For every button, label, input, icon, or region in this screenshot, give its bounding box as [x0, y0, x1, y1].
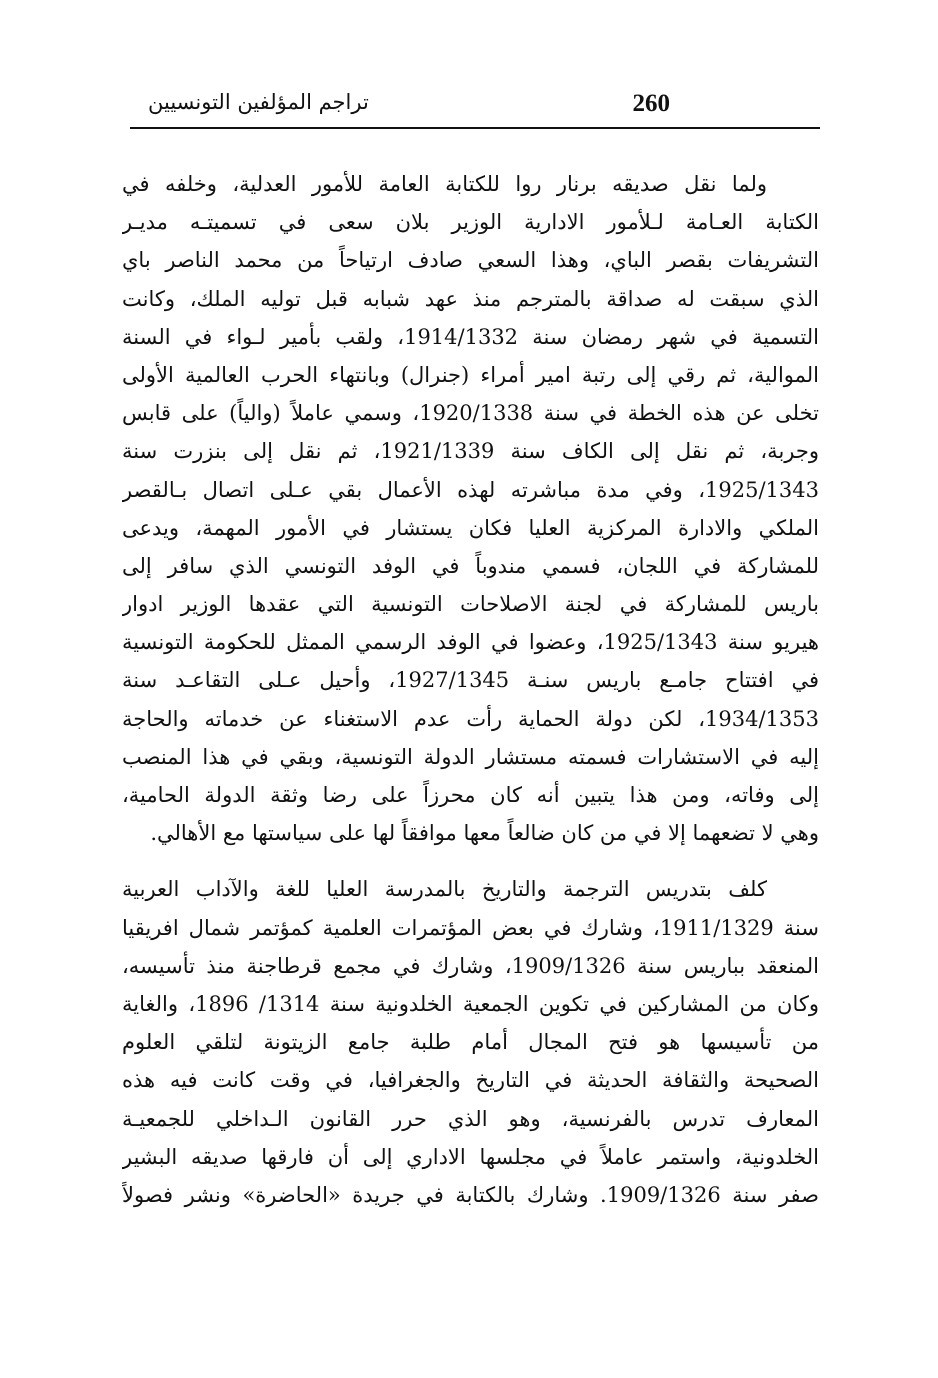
text-line: إليه في الاستشارات فسمته مستشار الدولة التونسية، وبقي في هذا المنصب: [122, 744, 819, 769]
paragraph-2: [122, 870, 819, 1214]
text-line: في افتتاح جامـع باريس سنـة 1927/1345، وأحيل عـلى التقاعـد سنة: [122, 668, 819, 693]
text-line: صفر سنة 1909/1326. وشارك بالكتابة في جريدة «الحاضرة» ونشر فصولاً: [122, 1182, 819, 1207]
text-line: من تأسيسها هو فتح المجال أمام طلبة جامع الزيتونة لتلقي العلوم: [122, 1030, 819, 1055]
text-line: للمشاركة في اللجان، فسمي مندوباً في الوفد التونسي الذي سافر إلى: [122, 553, 819, 578]
page-header: [130, 84, 820, 124]
text-line: المنعقد بباريس سنة 1909/1326، وشارك في مجمع قرطاجنة منذ تأسيسه،: [122, 953, 819, 978]
text-line: وهي لا تضعهما إلا في من كان ضالعاً معها موافقاً لها على سياستها مع الأهالي.: [150, 821, 819, 846]
text-line: 1925/1343، وفي مدة مباشرته لهذه الأعمال بقي عـلى اتصال بـالقصر: [122, 477, 819, 502]
text-line: تخلى عن هذه الخطة في سنة 1920/1338، وسمي عاملاً (والياً) على قابس: [122, 401, 819, 426]
text-line: إلى وفاته، ومن هذا يتبين أنه كان محرزاً على رضا وثقة الدولة الحامية،: [122, 783, 819, 807]
text-line: الكتابة العـامة لـلأمور الادارية الوزير بلان سعى في تسميتـه مديـر: [122, 210, 819, 235]
page-number: 260: [632, 90, 670, 117]
text-line: الذي سبقت له صداقة بالمترجم منذ عهد شبابه قبل توليه الملك، وكانت: [122, 286, 819, 311]
text-line: هيريو سنة 1925/1343، وعضوا في الوفد الرسمي الممثل للحكومة التونسية: [122, 630, 819, 655]
text-line: باريس للمشاركة في لجنة الاصلاحات التونسية التي عقدها الوزير ادوار: [122, 592, 819, 617]
text-line: الموالية، ثم رقي إلى رتبة امير أمراء (جنرال) وبانتهاء الحرب العالمية الأولى: [122, 362, 819, 387]
text-line: التشريفات بقصر الباي، وهذا السعي صادف ارتياحاً من محمد الناصر باي: [122, 248, 819, 273]
running-title: تراجم المؤلفين التونسيين: [148, 90, 369, 114]
text-line: الملكي والادارة المركزية العليا فكان يستشار في الأمور المهمة، ويدعى: [122, 515, 819, 540]
text-line: الصحيحة والثقافة الحديثة في التاريخ والجغرافيا، في وقت كانت فيه هذه: [122, 1068, 819, 1093]
text-line: الخلدونية، واستمر عاملاً في مجلسها الاداري إلى أن فارقها صديقه البشير: [122, 1144, 819, 1169]
text-line: المعارف تدرس بالفرنسية، وهو الذي حرر القانون الـداخلي للجمعيـة: [122, 1106, 819, 1131]
text-line: ولما نقل صديقه برنار روا للكتابة العامة للأمور العدلية، وخلفه في: [122, 172, 767, 196]
text-line: كلف بتدريس الترجمة والتاريخ بالمدرسة العليا للغة والآداب العربية: [122, 877, 767, 902]
paragraph-1: [122, 165, 819, 852]
text-line: 1934/1353، لكن دولة الحماية رأت عدم الاستغناء عن خدماته والحاجة: [122, 706, 819, 731]
text-line: وكان من المشاركين في تكوين الجمعية الخلدونية سنة 1314/ 1896، والغاية: [122, 991, 819, 1016]
text-line: سنة 1911/1329، وشارك في بعض المؤتمرات العلمية كمؤتمر شمال افريقيا: [122, 915, 819, 940]
header-rule: [130, 127, 820, 129]
text-line: التسمية في شهر رمضان سنة 1914/1332، ولقب بأمير لـواء في السنة: [122, 324, 819, 349]
paragraph-gap: [122, 852, 819, 870]
text-line: وجربة، ثم نقل إلى الكاف سنة 1921/1339، ثم نقل إلى بنزرت سنة: [122, 439, 819, 464]
body-text: [122, 165, 819, 1214]
